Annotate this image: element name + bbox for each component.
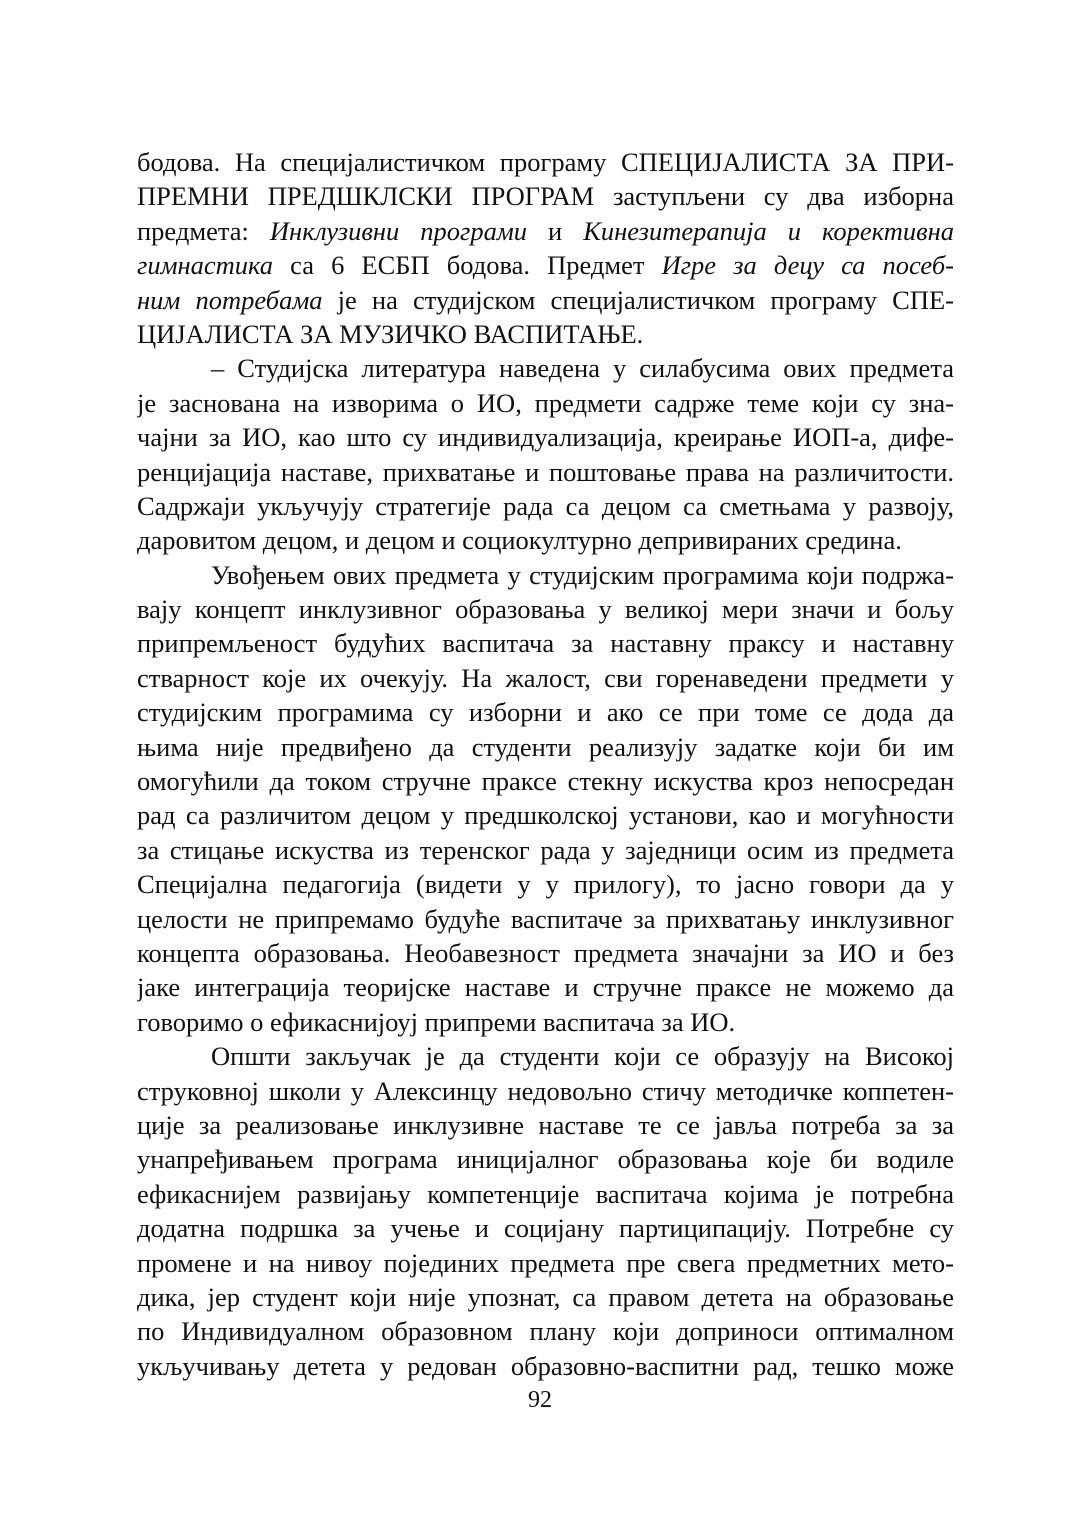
text-line (137, 248, 954, 282)
paragraph (137, 1039, 954, 1383)
text-line (137, 661, 954, 695)
text-run: припремљеност будућих васпитача за наставну праксу и наставну (137, 628, 954, 659)
text-line (137, 420, 954, 454)
text-line (137, 1005, 954, 1039)
text-run: ЦИЈАЛИСТА ЗА МУЗИЧКО ВАСПИТАЊЕ. (137, 318, 644, 349)
text-run: рад са различитом децом у предшколској установи, као и могућности (137, 800, 954, 831)
text-line (137, 970, 954, 1004)
text-run: концепта образовања. Необавезност предмета значајни за ИО и без (137, 937, 954, 968)
paragraph (137, 351, 954, 557)
italic-term: Игре за децу са посеб- (661, 250, 954, 281)
text-run: ефикаснијем развијању компетенције васпитача којима је потребна (137, 1178, 954, 1209)
text-run: Увођењем ових предмета у студијским програмима који подржа- (211, 559, 954, 590)
text-run: укључивању детета у редован образовно-васпитни рад, тешко може (137, 1350, 954, 1381)
text-line (137, 179, 954, 213)
text-line (137, 455, 954, 489)
text-line (137, 489, 954, 523)
text-line (137, 523, 954, 557)
text-run: њима није предвиђено да студенти реализују задатке који би им (137, 731, 954, 762)
text-line (137, 730, 954, 764)
text-run: бодова. На специјалистичком програму СПЕЦИЈАЛИСТА ЗА ПРИ- (137, 147, 954, 177)
text-run: чајни за ИО, као што су индивидуализација, креирање ИОП-а, дифе- (137, 422, 954, 453)
text-line (137, 1142, 954, 1176)
text-run: Специјална педагогија (видети у у прилогу), то јасно говори да у (137, 869, 954, 900)
text-line (137, 592, 954, 626)
text-line (137, 558, 954, 592)
text-line (137, 626, 954, 660)
text-run: ције за реализовање инклузивне наставе те се јавља потреба за за (137, 1109, 954, 1140)
text-line (137, 867, 954, 901)
text-run: омогућили да током стручне праксе стекну искуства кроз непосредан (137, 766, 954, 797)
text-run: је на студијском специјалистичком програму СПЕ- (322, 284, 954, 315)
text-run: по Индивидуалном образовном плану који доприноси оптималном (137, 1316, 954, 1347)
text-run: и (527, 215, 584, 246)
text-line (137, 283, 954, 317)
text-line (137, 833, 954, 867)
text-line (137, 317, 954, 351)
text-run: студијским програмима су изборни и ако се при томе се дода да (137, 697, 954, 728)
text-line (137, 902, 954, 936)
text-run: струковној школи у Алексинцу недовољно стичу методичке коппетен- (137, 1075, 954, 1106)
text-run: даровитом децом, и децом и социокултурно депривираних средина. (137, 525, 902, 556)
text-line (137, 1280, 954, 1314)
text-run: целости не припремамо будуће васпитаче за прихватању инклузивног (137, 903, 954, 934)
italic-term: Кинезитерапија и корективна (583, 215, 954, 246)
text-run: – Студијска литература наведена у силабусима ових предмета (211, 353, 954, 384)
text-run: стварност које их очекују. На жалост, сви горенаведени предмети у (137, 662, 954, 693)
italic-term: гимнастика (137, 250, 274, 281)
text-line (137, 1314, 954, 1348)
text-run: ПРЕМНИ ПРЕДШКЛСКИ ПРОГРАМ заступљени су два изборна (137, 181, 954, 212)
text-line (137, 1246, 954, 1280)
text-run: Општи закључак је да студенти који се образују на Високој (211, 1041, 954, 1072)
text-run: говоримо о ефикаснијоуј припреми васпитача за ИО. (137, 1006, 736, 1037)
text-run: за стицање искуства из теренског рада у заједници осим из предмета (137, 834, 954, 865)
italic-term: ним потребама (137, 284, 323, 315)
paragraph (137, 145, 954, 351)
text-line (137, 936, 954, 970)
text-line (137, 1349, 954, 1383)
text-run: унапређивањем програма иницијалног образовања које би водиле (137, 1144, 954, 1175)
text-run: предмета: (137, 215, 270, 246)
text-line (137, 145, 954, 179)
text-run: са 6 ЕСБП бодова. Предмет (273, 250, 662, 281)
text-run: је заснована на изворима о ИО, предмети садрже теме који су зна- (137, 387, 954, 418)
text-run: ренцијација наставе, прихватање и поштовање права на различитости. (137, 456, 954, 487)
text-run: Садржаји укључују стратегије рада са децом са сметњама у развоју, (137, 490, 954, 521)
italic-term: Инклузивни програми (269, 215, 527, 246)
text-line (137, 798, 954, 832)
text-line (137, 1108, 954, 1142)
text-line (137, 1211, 954, 1245)
paragraph (137, 558, 954, 1039)
text-run: дика, јер студент који није упознат, са правом детета на образовање (137, 1281, 954, 1312)
text-run: додатна подршка за учење и социјану партиципацију. Потребне су (137, 1213, 954, 1244)
text-line (137, 695, 954, 729)
text-line (137, 1074, 954, 1108)
text-run: вају концепт инклузивног образовања у великој мери значи и бољу (137, 594, 954, 625)
page-number: 92 (528, 1387, 552, 1413)
text-line (137, 1177, 954, 1211)
text-line (137, 386, 954, 420)
text-line (137, 764, 954, 798)
text-line (137, 1039, 954, 1073)
body-text (137, 145, 954, 1383)
text-run: јаке интеграција теоријске наставе и стручне праксе не можемо да (137, 972, 954, 1003)
text-line (137, 214, 954, 248)
text-line (137, 351, 954, 385)
text-run: промене и на нивоу појединих предмета пре свега предметних мето- (137, 1247, 954, 1278)
